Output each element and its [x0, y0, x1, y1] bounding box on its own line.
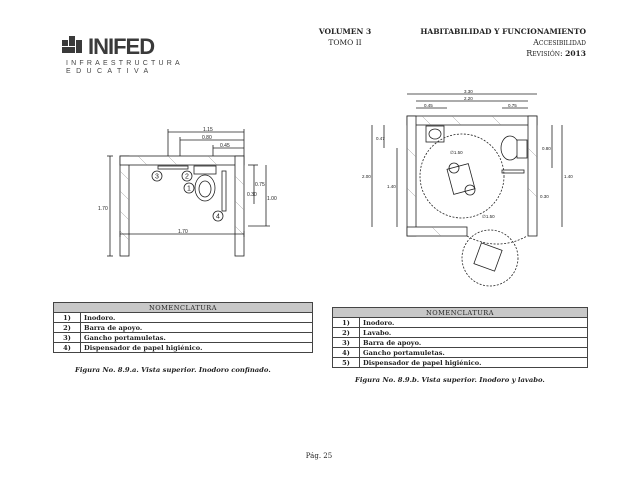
- table-header-row: [54, 303, 313, 313]
- fig-b-dim-right2: 1.40: [564, 174, 573, 179]
- row-text: Dispensador de papel higiénico.: [360, 358, 588, 368]
- fig-a-dim-right3: 0.30: [247, 192, 257, 198]
- volume-block: [310, 26, 380, 48]
- row-text: Gancho portamuletas.: [360, 348, 588, 358]
- table-title: NOMENCLATURA: [54, 303, 313, 313]
- table-row: [54, 343, 313, 353]
- fig-a-dim-right1: 0.75: [255, 182, 265, 188]
- row-number: 1): [333, 318, 360, 328]
- fig-b-radius1: ∅1.50: [450, 150, 463, 155]
- row-number: 3): [333, 338, 360, 348]
- row-text: Barra de apoyo.: [81, 323, 313, 333]
- row-number: 4): [333, 348, 360, 358]
- fig-b-dim-left1: 0.47: [376, 136, 385, 141]
- figure-a-drawing: [98, 126, 278, 266]
- table-row: [54, 333, 313, 343]
- fig-b-dim-top3: 0.45: [424, 103, 433, 108]
- table-row: [333, 338, 588, 348]
- section-title: HABITABILIDAD Y FUNCIONAMIENTO: [420, 27, 586, 36]
- revision-label: Revisión:: [526, 49, 563, 58]
- fig-b-dim-right1: 0.80: [542, 146, 551, 151]
- subsection-title: Accesibilidad: [533, 38, 586, 47]
- table-row: [333, 358, 588, 368]
- fig-b-dim-top4: 0.75: [508, 103, 517, 108]
- row-number: 2): [333, 328, 360, 338]
- row-number: 4): [54, 343, 81, 353]
- row-text: Gancho portamuletas.: [81, 333, 313, 343]
- logo-line1: INFRAESTRUCTURA: [66, 60, 183, 67]
- fig-b-dim-left3: 1.40: [387, 184, 396, 189]
- row-text: Lavabo.: [360, 328, 588, 338]
- fig-a-dim-right2: 1.00: [267, 196, 277, 202]
- inifed-logo-mark: [62, 36, 84, 58]
- table-row: [333, 318, 588, 328]
- row-text: Dispensador de papel higiénico.: [81, 343, 313, 353]
- fig-b-dim-top1: 3.30: [464, 89, 473, 94]
- nomenclature-table-a: [53, 302, 313, 353]
- logo-brand: INIFED: [88, 34, 155, 59]
- revision-year: 2013: [565, 49, 586, 58]
- fig-b-dim-right3: 0.30: [540, 194, 549, 199]
- table-title: NOMENCLATURA: [333, 308, 588, 318]
- callout-2: 2: [185, 173, 189, 181]
- fig-b-radius2: ∅1.50: [482, 214, 495, 219]
- nomenclature-table-b: [332, 307, 588, 368]
- fig-b-dim-left2: 2.00: [362, 174, 371, 179]
- table-row: [54, 313, 313, 323]
- callout-3: 3: [155, 173, 159, 181]
- table-header-row: [333, 308, 588, 318]
- figure-b-caption: Figura No. 8.9.b. Vista superior. Inodoro y lavabo.: [355, 376, 545, 384]
- row-number: 2): [54, 323, 81, 333]
- section-block: [420, 26, 586, 59]
- table-row: [54, 323, 313, 333]
- fig-a-dim-bottom: 1.70: [178, 229, 188, 235]
- row-number: 3): [54, 333, 81, 343]
- callout-4: 4: [216, 213, 220, 221]
- fig-a-dim-left: 1.70: [98, 206, 108, 212]
- logo-line2: EDUCATIVA: [66, 68, 154, 75]
- figure-b-drawing: [362, 88, 578, 288]
- inifed-logo: [62, 34, 183, 75]
- row-text: Inodoro.: [360, 318, 588, 328]
- page-number: Pág. 25: [305, 452, 333, 460]
- fig-a-dim-top3: 0.45: [220, 143, 230, 149]
- fig-a-dim-top1: 1.15: [203, 127, 213, 133]
- row-text: Inodoro.: [81, 313, 313, 323]
- row-number: 5): [333, 358, 360, 368]
- row-text: Barra de apoyo.: [360, 338, 588, 348]
- row-number: 1): [54, 313, 81, 323]
- fig-b-dim-top2: 2.20: [464, 96, 473, 101]
- callout-1: 1: [187, 185, 191, 193]
- table-row: [333, 348, 588, 358]
- table-row: [333, 328, 588, 338]
- fig-a-dim-top2: 0.80: [202, 135, 212, 141]
- figure-a-caption: Figura No. 8.9.a. Vista superior. Inodoro confinado.: [75, 366, 271, 374]
- volume-label: VOLUMEN 3: [318, 27, 372, 36]
- tome-label: TOMO II: [328, 38, 362, 47]
